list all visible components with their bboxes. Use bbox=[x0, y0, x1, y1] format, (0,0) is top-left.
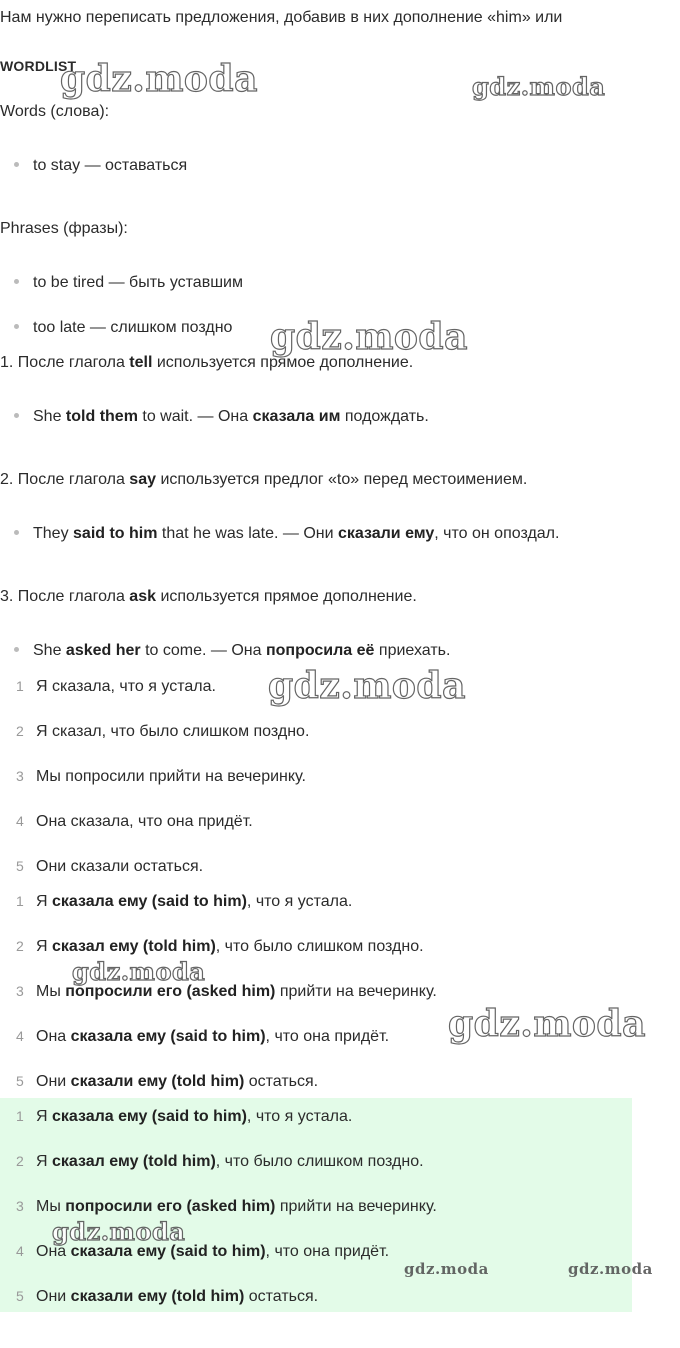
phrase-text: to be tired — быть уставшим bbox=[33, 274, 243, 291]
task-item bbox=[16, 855, 203, 878]
task-text: Она сказала, что она придёт. bbox=[36, 813, 253, 830]
watermark: gdz.moda bbox=[270, 316, 468, 358]
answer-text: , что она придёт. bbox=[265, 1243, 390, 1260]
rule-2 bbox=[0, 469, 527, 491]
rule-verb: ask bbox=[129, 588, 156, 605]
item-number: 4 bbox=[16, 1243, 24, 1259]
task-text: Я сказал, что было слишком поздно. bbox=[36, 723, 310, 740]
item-number: 2 bbox=[16, 938, 24, 954]
bullet-icon bbox=[14, 530, 19, 535]
word-text: to stay — оставаться bbox=[33, 157, 188, 174]
answer-bold: сказала ему (said to him) bbox=[52, 1108, 247, 1125]
answer-text: остаться. bbox=[244, 1288, 319, 1305]
phrase-item bbox=[14, 272, 243, 294]
watermark: gdz.moda bbox=[568, 1260, 653, 1278]
item-number: 5 bbox=[16, 858, 24, 874]
task-text: Мы попросили прийти на вечеринку. bbox=[36, 768, 306, 785]
example-text: She bbox=[33, 642, 66, 659]
example-text: подождать. bbox=[340, 408, 429, 425]
answer-item bbox=[16, 890, 352, 913]
item-number: 3 bbox=[16, 983, 24, 999]
rule-verb: say bbox=[129, 471, 156, 488]
example-text: приехать. bbox=[374, 642, 451, 659]
item-number: 5 bbox=[16, 1288, 24, 1304]
answer-bold: сказала ему (said to him) bbox=[70, 1028, 266, 1045]
rule-text: 2. После глагола bbox=[0, 471, 130, 488]
item-number: 1 bbox=[16, 893, 24, 909]
watermark: gdz.moda bbox=[52, 1217, 186, 1246]
answer-bold: сказал ему (told him) bbox=[52, 1153, 216, 1170]
rule-text: используется прямое дополнение. bbox=[156, 588, 417, 605]
example-bold: said to him bbox=[73, 525, 158, 542]
example-text: She bbox=[33, 408, 66, 425]
example-text: They bbox=[33, 525, 74, 542]
item-number: 2 bbox=[16, 1153, 24, 1169]
example-text: that he was late. — Они bbox=[157, 525, 338, 542]
task-item bbox=[16, 765, 306, 788]
intro-clipped-line bbox=[0, 40, 60, 48]
item-number: 4 bbox=[16, 813, 24, 829]
answer-item-highlighted bbox=[16, 1105, 352, 1128]
answer-text: Я bbox=[36, 938, 52, 955]
answer-item bbox=[16, 1070, 318, 1093]
example-bold: сказали ему bbox=[337, 525, 435, 542]
answer-bold: попросили его (asked him) bbox=[65, 1198, 276, 1215]
example-bold: asked her bbox=[65, 642, 141, 659]
watermark: gdz.moda bbox=[60, 58, 258, 100]
answer-text: , что было слишком поздно. bbox=[215, 938, 424, 955]
watermark: gdz.moda bbox=[268, 665, 466, 707]
wordlist-title: WORDLIST bbox=[0, 58, 77, 74]
example-bold: told them bbox=[65, 408, 138, 425]
phrase-item bbox=[14, 317, 232, 339]
answer-text: Она bbox=[36, 1243, 71, 1260]
rule-2-example bbox=[14, 523, 559, 545]
intro-text: Нам нужно переписать предложения, добавив в них дополнение «him» или bbox=[0, 9, 563, 26]
rule-text: используется прямое дополнение. bbox=[152, 354, 414, 371]
task-item bbox=[16, 720, 309, 743]
answer-text: , что она придёт. bbox=[265, 1028, 390, 1045]
answer-text: , что было слишком поздно. bbox=[215, 1153, 424, 1170]
answer-item-highlighted bbox=[16, 1195, 437, 1218]
example-bold: попросила её bbox=[265, 642, 375, 659]
answer-text: Они bbox=[36, 1073, 71, 1090]
rule-3 bbox=[0, 586, 417, 608]
answer-text: остаться. bbox=[244, 1073, 319, 1090]
answer-bold: сказала ему (said to him) bbox=[70, 1243, 266, 1260]
answer-bold: попросили его (asked him) bbox=[65, 983, 276, 1000]
rule-text: 1. После глагола bbox=[0, 354, 130, 371]
answer-text: Мы bbox=[36, 1198, 66, 1215]
item-number: 3 bbox=[16, 1198, 24, 1214]
example-text: , что он опоздал. bbox=[434, 525, 560, 542]
watermark: gdz.moda bbox=[472, 72, 606, 101]
phrases-heading: Phrases (фразы): bbox=[0, 220, 128, 237]
task-item bbox=[16, 810, 253, 833]
answer-text: прийти на вечеринку. bbox=[275, 983, 437, 1000]
word-item bbox=[14, 155, 187, 177]
answer-text: Они bbox=[36, 1288, 71, 1305]
answer-text: прийти на вечеринку. bbox=[275, 1198, 437, 1215]
item-number: 4 bbox=[16, 1028, 24, 1044]
rule-3-example bbox=[14, 640, 450, 662]
answer-text: Мы bbox=[36, 983, 66, 1000]
item-number: 5 bbox=[16, 1073, 24, 1089]
bullet-icon bbox=[14, 162, 19, 167]
rule-verb: tell bbox=[129, 354, 153, 371]
task-item bbox=[16, 675, 216, 698]
answer-item bbox=[16, 1025, 389, 1048]
item-number: 2 bbox=[16, 723, 24, 739]
bullet-icon bbox=[14, 279, 19, 284]
answer-bold: сказал ему (told him) bbox=[52, 938, 216, 955]
answer-text: , что я устала. bbox=[246, 1108, 353, 1125]
answer-item bbox=[16, 935, 424, 958]
answer-text: Я bbox=[36, 1153, 52, 1170]
answer-bold: сказала ему (said to him) bbox=[52, 893, 247, 910]
task-text: Они сказали остаться. bbox=[36, 858, 204, 875]
bullet-icon bbox=[14, 413, 19, 418]
answer-bold: сказали ему (told him) bbox=[70, 1073, 245, 1090]
example-text: to wait. — Она bbox=[137, 408, 253, 425]
rule-text: 3. После глагола bbox=[0, 588, 130, 605]
item-number: 3 bbox=[16, 768, 24, 784]
watermark: gdz.moda bbox=[448, 1003, 646, 1045]
words-heading: Words (слова): bbox=[0, 103, 110, 120]
task-text: Я сказала, что я устала. bbox=[36, 678, 216, 695]
answer-item-highlighted bbox=[16, 1150, 424, 1173]
item-number: 1 bbox=[16, 1108, 24, 1124]
rule-text: используется предлог «to» перед местоимением. bbox=[156, 471, 528, 488]
answer-text: Я bbox=[36, 1108, 52, 1125]
answer-item-highlighted bbox=[16, 1285, 318, 1308]
answer-text: Она bbox=[36, 1028, 71, 1045]
answer-bold: сказали ему (told him) bbox=[70, 1288, 245, 1305]
example-text: to come. — Она bbox=[140, 642, 266, 659]
answer-text: , что я устала. bbox=[246, 893, 353, 910]
bullet-icon bbox=[14, 324, 19, 329]
example-bold: сказала им bbox=[252, 408, 341, 425]
watermark: gdz.moda bbox=[72, 957, 206, 986]
phrase-text: too late — слишком поздно bbox=[33, 319, 233, 336]
item-number: 1 bbox=[16, 678, 24, 694]
bullet-icon bbox=[14, 647, 19, 652]
rule-1-example bbox=[14, 406, 429, 428]
watermark: gdz.moda bbox=[404, 1260, 489, 1278]
answer-text: Я bbox=[36, 893, 52, 910]
